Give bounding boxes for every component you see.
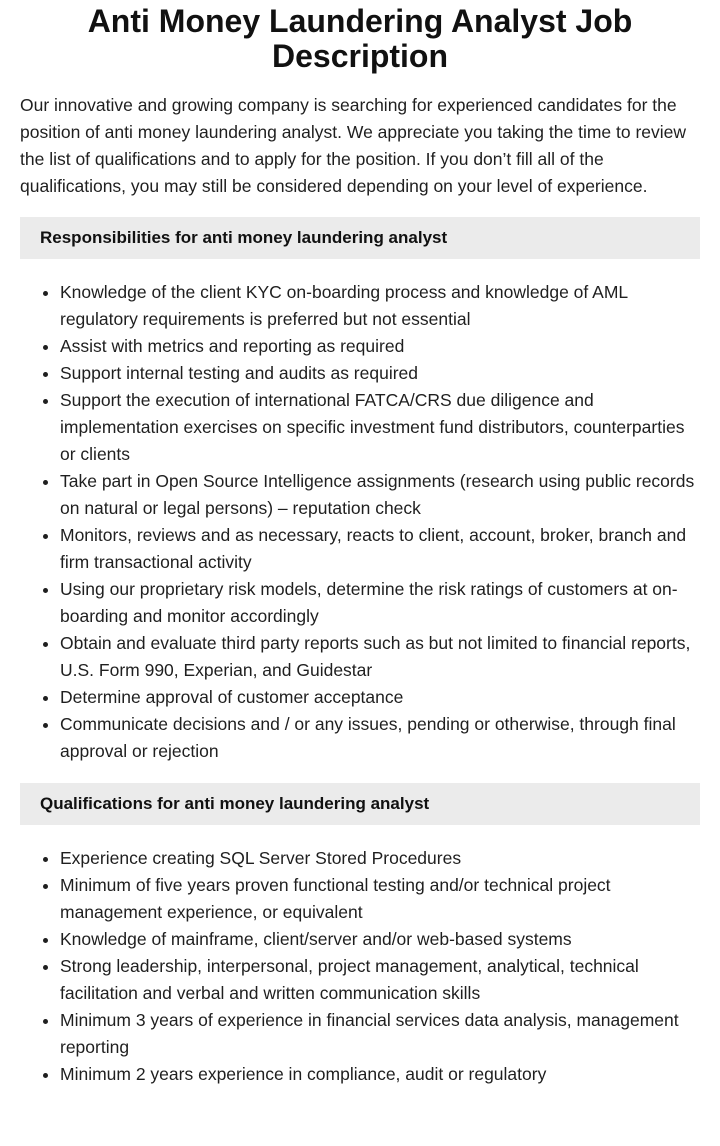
list-item: • Obtain and evaluate third party reports such as but not limited to financial reports, U.S. Form 990, Experian, and Guidestar <box>60 630 700 684</box>
responsibilities-heading: Responsibilities for anti money laundering analyst <box>20 217 700 259</box>
list-item: • Minimum 2 years experience in compliance, audit or regulatory <box>60 1061 700 1088</box>
list-item: • Minimum 3 years of experience in financial services data analysis, management reporting <box>60 1007 700 1061</box>
list-item: • Knowledge of mainframe, client/server and/or web-based systems <box>60 926 700 953</box>
intro-paragraph: Our innovative and growing company is searching for experienced candidates for the position of anti money laundering analyst. We appreciate you taking the time to review the list of qualifications and to apply for the position. If you don’t fill all of the qualifications, you may still be considered depending on your level of experience. <box>20 95 687 196</box>
list-item: • Support internal testing and audits as required <box>60 360 700 387</box>
page-title: Anti Money Laundering Analyst Job Description <box>87 3 633 74</box>
list-item: • Determine approval of customer acceptance <box>60 684 700 711</box>
list-item: • Strong leadership, interpersonal, project management, analytical, technical facilitation and verbal and written communication skills <box>60 953 700 1007</box>
list-item: • Minimum of five years proven functional testing and/or technical project management experience, or equivalent <box>60 872 700 926</box>
list-item: • Knowledge of the client KYC on-boarding process and knowledge of AML regulatory requirements is preferred but not essential <box>60 279 700 333</box>
list-item: • Support the execution of international FATCA/CRS due diligence and implementation exercises on specific investment fund distributors, counterparties or clients <box>60 387 700 468</box>
list-item: • Take part in Open Source Intelligence assignments (research using public records on natural or legal persons) – reputation check <box>60 468 700 522</box>
qualifications-list <box>20 845 700 1088</box>
list-item: • Monitors, reviews and as necessary, reacts to client, account, broker, branch and firm transactional activity <box>60 522 700 576</box>
list-item: • Communicate decisions and / or any issues, pending or otherwise, through final approval or rejection <box>60 711 700 765</box>
list-item: • Assist with metrics and reporting as required <box>60 333 700 360</box>
qualifications-heading: Qualifications for anti money laundering analyst <box>20 783 700 825</box>
list-item: • Experience creating SQL Server Stored Procedures <box>60 845 700 872</box>
list-item: • Using our proprietary risk models, determine the risk ratings of customers at on-boarding and monitor accordingly <box>60 576 700 630</box>
responsibilities-list <box>20 279 700 765</box>
